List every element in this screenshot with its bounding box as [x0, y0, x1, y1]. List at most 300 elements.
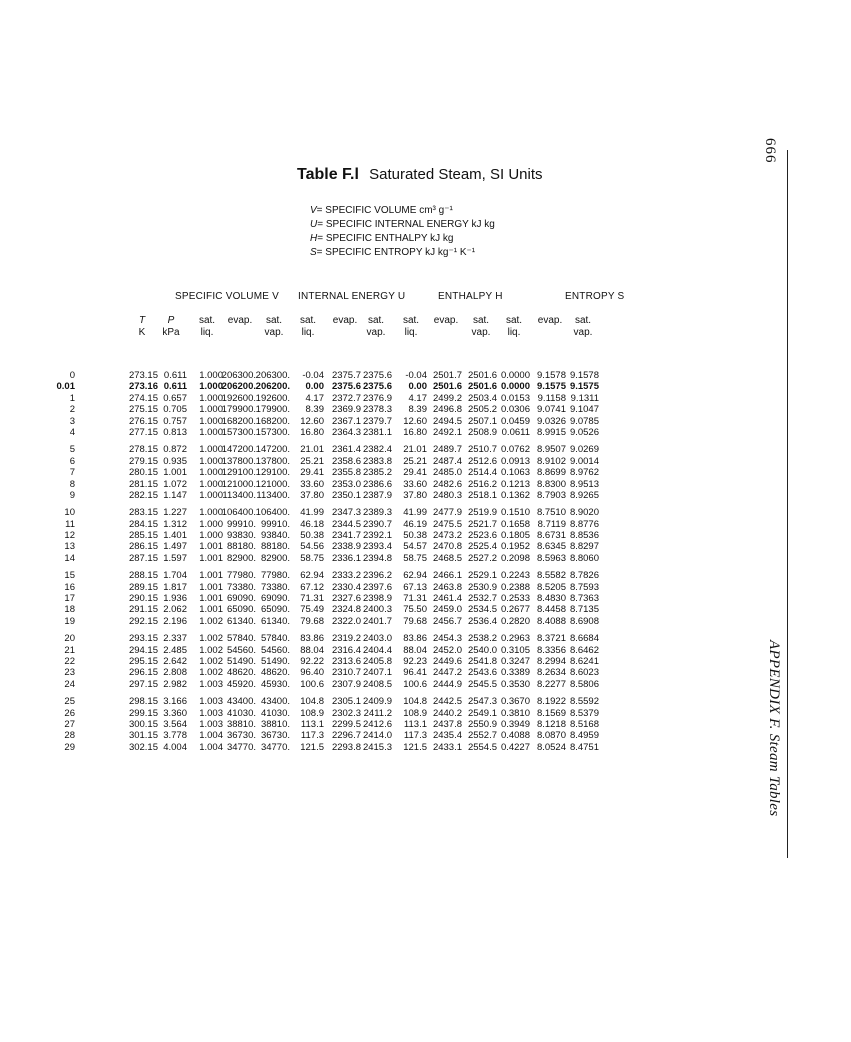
table-cell: 117.3	[300, 730, 324, 742]
table-cell: 8.2634	[536, 667, 566, 679]
column-header	[288, 315, 328, 339]
table-cell: 8.8300	[536, 478, 566, 490]
table-cell: 2324.8	[331, 604, 361, 616]
table-row	[0, 582, 851, 593]
table-cell: 2549.1	[467, 707, 497, 719]
table-cell: 14	[64, 552, 75, 564]
table-cell: 1.001	[199, 581, 223, 593]
table-cell: 48620.	[260, 667, 290, 679]
table-cell: 1.312	[163, 518, 187, 530]
table-cell: 8.1922	[536, 696, 566, 708]
table-cell: 57840.	[226, 633, 256, 645]
legend-line	[310, 204, 495, 218]
table-cell: 1.001	[199, 570, 223, 582]
legend-line	[310, 246, 495, 260]
table-cell: 54.56	[300, 541, 324, 553]
table-cell: 2375.6	[331, 381, 361, 393]
table-cell: 8.7826	[569, 570, 599, 582]
table-cell: 0.2388	[500, 581, 530, 593]
table-cell: 2372.7	[331, 392, 361, 404]
table-cell: 113400.	[256, 489, 290, 501]
table-cell: 2397.6	[362, 581, 392, 593]
table-cell: 33.60	[403, 478, 427, 490]
table-cell: 2501.7	[432, 370, 462, 381]
table-cell: 282.15	[128, 489, 158, 501]
row-group	[0, 633, 851, 690]
table-cell: 34770.	[260, 741, 290, 753]
table-cell: 0.1510	[500, 507, 530, 519]
table-cell: 2461.4	[432, 593, 462, 605]
table-cell: 37.80	[300, 489, 324, 501]
table-cell: 106400.	[255, 507, 290, 519]
table-cell: 2407.1	[362, 667, 392, 679]
table-cell: 8.9102	[536, 455, 566, 467]
table-cell: 8.4830	[536, 593, 566, 605]
table-cell: 0.3949	[500, 718, 530, 730]
table-cell: 67.13	[403, 581, 427, 593]
table-cell: 2396.2	[362, 570, 392, 582]
table-cell: 206300.	[255, 370, 290, 381]
legend-text: = SPECIFIC INTERNAL ENERGY kJ kg	[317, 219, 495, 230]
table-cell: 8.6684	[569, 633, 599, 645]
table-cell: 2499.2	[432, 392, 462, 404]
row-group	[0, 370, 851, 438]
table-cell: 2341.7	[331, 530, 361, 542]
table-cell: 8.9513	[569, 478, 599, 490]
table-cell: 12.60	[403, 415, 427, 427]
table-cell: 2449.6	[432, 655, 462, 667]
table-cell: 79.68	[403, 615, 427, 627]
table-cell: 1.004	[199, 741, 223, 753]
table-cell: 2404.4	[362, 644, 392, 656]
table-cell: 1.001	[163, 467, 187, 479]
table-row	[0, 507, 851, 518]
column-header-top: T	[138, 315, 146, 326]
table-row	[0, 593, 851, 604]
table-cell: 291.15	[128, 604, 158, 616]
table-cell: 12	[64, 530, 75, 542]
table-cell: 9.0741	[536, 404, 566, 416]
table-cell: 294.15	[128, 644, 158, 656]
table-cell: 0.0153	[500, 392, 530, 404]
table-cell: 21	[64, 644, 75, 656]
table-cell: 8.8060	[569, 552, 599, 564]
table-cell: 50.38	[300, 530, 324, 542]
table-cell: 5	[69, 444, 75, 456]
table-cell: 283.15	[128, 507, 158, 519]
table-cell: 77980.	[260, 570, 290, 582]
table-cell: 2296.7	[331, 730, 361, 742]
running-head: APPENDIX F. Steam Tables	[766, 640, 782, 817]
table-row	[0, 667, 851, 678]
table-cell: 2468.5	[432, 552, 462, 564]
table-cell: 61340.	[260, 615, 290, 627]
table-cell: 83.86	[300, 633, 324, 645]
table-cell: 8.4088	[536, 615, 566, 627]
table-cell: 8.4751	[569, 741, 599, 753]
table-cell: 1.497	[163, 541, 187, 553]
legend-text: = SPECIFIC VOLUME cm³ g⁻¹	[316, 205, 453, 216]
table-cell: 27	[64, 718, 75, 730]
table-cell: 2299.5	[331, 718, 361, 730]
table-cell: 58.75	[300, 552, 324, 564]
table-cell: 280.15	[128, 467, 158, 479]
legend-symbol: S	[310, 247, 317, 258]
table-number: Table F.l	[297, 166, 359, 183]
table-cell: 16.80	[403, 426, 427, 438]
table-cell: 157300.	[221, 426, 256, 438]
table-cell: 1.002	[199, 615, 223, 627]
table-cell: 0.813	[163, 426, 187, 438]
column-header-top: sat.	[574, 315, 592, 326]
table-cell: 13	[64, 541, 75, 553]
table-cell: 2521.7	[467, 518, 497, 530]
table-cell: 168200.	[221, 415, 256, 427]
table-cell: 129100.	[255, 467, 290, 479]
table-cell: 1.227	[163, 507, 187, 519]
table-cell: 0.2677	[500, 604, 530, 616]
column-header-bottom: liq.	[404, 327, 418, 338]
table-row	[0, 570, 851, 581]
column-header-bottom: vap.	[366, 327, 386, 338]
column-header-bottom: evap.	[433, 315, 459, 326]
table-cell: 2385.2	[362, 467, 392, 479]
table-cell: 8.1218	[536, 718, 566, 730]
table-cell: 18	[64, 604, 75, 616]
table-cell: 179900.	[221, 404, 256, 416]
table-cell: 51490.	[226, 655, 256, 667]
table-cell: 3.166	[163, 696, 187, 708]
table-cell: 8.5963	[536, 552, 566, 564]
table-cell: 1.004	[199, 730, 223, 742]
table-cell: 8.6908	[569, 615, 599, 627]
table-cell: 1.000	[199, 455, 223, 467]
table-cell: 9.0269	[569, 444, 599, 456]
table-cell: 206200.	[221, 381, 256, 393]
table-cell: 2375.7	[331, 370, 361, 381]
table-cell: 168200.	[255, 415, 290, 427]
column-header-bottom: liq.	[200, 327, 214, 338]
table-cell: 0.3810	[500, 707, 530, 719]
table-cell: 2	[69, 404, 75, 416]
table-cell: 2435.4	[432, 730, 462, 742]
table-cell: 9.1578	[536, 370, 566, 381]
table-cell: 1	[69, 392, 75, 404]
column-header-bottom: evap.	[332, 315, 358, 326]
table-cell: 8.3356	[536, 644, 566, 656]
table-cell: 71.31	[300, 593, 324, 605]
table-cell: 2.062	[163, 604, 187, 616]
table-cell: 2.196	[163, 615, 187, 627]
table-cell: 0.2533	[500, 593, 530, 605]
table-cell: 2519.9	[467, 507, 497, 519]
table-row	[0, 742, 851, 753]
table-cell: 0.0762	[500, 444, 530, 456]
column-header	[151, 315, 191, 339]
table-cell: 2313.6	[331, 655, 361, 667]
table-cell: 281.15	[128, 478, 158, 490]
row-group	[0, 444, 851, 501]
table-cell: 121.5	[403, 741, 427, 753]
table-cell: 8.6023	[569, 667, 599, 679]
table-cell: 2485.0	[432, 467, 462, 479]
legend-text: = SPECIFIC ENTHALPY kJ kg	[317, 233, 454, 244]
table-cell: 106400.	[221, 507, 256, 519]
table-cell: 1.000	[199, 467, 223, 479]
table-cell: 0.2820	[500, 615, 530, 627]
table-cell: 2381.1	[362, 426, 392, 438]
table-cell: 8.39	[408, 404, 427, 416]
table-cell: 8.2994	[536, 655, 566, 667]
table-cell: 8.9762	[569, 467, 599, 479]
table-cell: 3.778	[163, 730, 187, 742]
table-cell: 2489.7	[432, 444, 462, 456]
column-header-bottom: kPa	[162, 327, 180, 338]
table-cell: 2550.9	[467, 718, 497, 730]
table-cell: 3.564	[163, 718, 187, 730]
table-cell: 2534.5	[467, 604, 497, 616]
table-cell: 0.611	[163, 381, 187, 393]
table-cell: 285.15	[128, 530, 158, 542]
table-cell: 2333.2	[331, 570, 361, 582]
table-cell: 1.000	[199, 518, 223, 530]
table-row	[0, 427, 851, 438]
table-cell: 8.9020	[569, 507, 599, 519]
column-header-bottom: evap.	[537, 315, 563, 326]
table-row	[0, 530, 851, 541]
table-cell: 273.15	[128, 370, 158, 381]
table-cell: 0.3105	[500, 644, 530, 656]
table-cell: 147200.	[255, 444, 290, 456]
table-cell: 1.002	[199, 633, 223, 645]
table-row	[0, 404, 851, 415]
symbol-legend	[310, 204, 495, 260]
table-cell: 8.7593	[569, 581, 599, 593]
table-cell: 2355.8	[331, 467, 361, 479]
table-cell: 83.86	[403, 633, 427, 645]
table-cell: 3.360	[163, 707, 187, 719]
table-cell: 2437.8	[432, 718, 462, 730]
table-cell: 137800.	[221, 455, 256, 467]
table-row	[0, 444, 851, 455]
table-cell: 8.7510	[536, 507, 566, 519]
column-header-top: sat.	[198, 315, 216, 326]
table-cell: 92.22	[300, 655, 324, 667]
table-cell: 2393.4	[362, 541, 392, 553]
table-cell: 92.23	[403, 655, 427, 667]
table-cell: 54.57	[403, 541, 427, 553]
table-cell: 4.004	[163, 741, 187, 753]
table-cell: 2512.6	[467, 455, 497, 467]
table-cell: 1.000	[199, 426, 223, 438]
table-cell: 1.000	[199, 489, 223, 501]
table-row	[0, 645, 851, 656]
table-cell: 2403.0	[362, 633, 392, 645]
table-cell: 9.1578	[569, 370, 599, 381]
table-cell: 0.0459	[500, 415, 530, 427]
table-cell: 1.936	[163, 593, 187, 605]
table-cell: 2540.0	[467, 644, 497, 656]
table-cell: 8.2277	[536, 678, 566, 690]
table-cell: 2505.2	[467, 404, 497, 416]
table-cell: 2554.5	[467, 741, 497, 753]
table-cell: 2545.5	[467, 678, 497, 690]
table-cell: 25.21	[300, 455, 324, 467]
table-cell: 1.147	[163, 489, 187, 501]
table-cell: 0.657	[163, 392, 187, 404]
table-cell: 8.7903	[536, 489, 566, 501]
table-cell: 8.5592	[569, 696, 599, 708]
table-cell: 286.15	[128, 541, 158, 553]
table-cell: 4	[69, 426, 75, 438]
table-cell: 206200.	[255, 381, 290, 393]
table-cell: 1.001	[199, 552, 223, 564]
table-cell: 65090.	[260, 604, 290, 616]
table-row	[0, 719, 851, 730]
table-cell: 93840.	[260, 530, 290, 542]
table-cell: 4.17	[408, 392, 427, 404]
table-cell: 7	[69, 467, 75, 479]
table-cell: 0.3389	[500, 667, 530, 679]
column-header	[494, 315, 534, 339]
table-cell: 2.642	[163, 655, 187, 667]
table-cell: 2375.6	[362, 381, 392, 393]
column-header-bottom: liq.	[301, 327, 315, 338]
legend-symbol: H	[310, 233, 318, 244]
table-cell: 2375.6	[362, 370, 392, 381]
table-cell: 0.4088	[500, 730, 530, 742]
table-cell: 1.000	[199, 381, 223, 393]
table-cell: 2378.3	[362, 404, 392, 416]
table-cell: 292.15	[128, 615, 158, 627]
table-cell: 0.757	[163, 415, 187, 427]
table-cell: 299.15	[128, 707, 158, 719]
table-cell: 2392.1	[362, 530, 392, 542]
table-cell: 8.6731	[536, 530, 566, 542]
table-cell: 19	[64, 615, 75, 627]
group-head-enthalpy: ENTHALPY H	[438, 291, 503, 302]
table-row	[0, 519, 851, 530]
table-cell: 24	[64, 678, 75, 690]
table-cell: 65090.	[226, 604, 256, 616]
column-header-bottom: vap.	[471, 327, 491, 338]
table-cell: 2405.8	[362, 655, 392, 667]
table-cell: 0.935	[163, 455, 187, 467]
legend-symbol: U	[310, 219, 318, 230]
table-cell: 46.18	[300, 518, 324, 530]
table-cell: 8.7363	[569, 593, 599, 605]
table-cell: 2383.8	[362, 455, 392, 467]
group-head-entropy: ENTROPY S	[565, 291, 625, 302]
table-cell: 77980.	[226, 570, 256, 582]
table-cell: 2336.1	[331, 552, 361, 564]
table-cell: 0.00	[305, 381, 324, 393]
table-cell: 88180.	[226, 541, 256, 553]
table-cell: 8.9507	[536, 444, 566, 456]
table-cell: 2379.7	[362, 415, 392, 427]
table-cell: 179900.	[255, 404, 290, 416]
table-cell: 2305.1	[331, 696, 361, 708]
table-cell: 38810.	[226, 718, 256, 730]
table-cell: 298.15	[128, 696, 158, 708]
table-cell: 192600.	[255, 392, 290, 404]
table-cell: 1.003	[199, 678, 223, 690]
table-row	[0, 467, 851, 478]
table-cell: 1.704	[163, 570, 187, 582]
table-row	[0, 416, 851, 427]
table-cell: 45920.	[226, 678, 256, 690]
table-row	[0, 381, 851, 392]
table-cell: 9.1047	[569, 404, 599, 416]
table-cell: 2530.9	[467, 581, 497, 593]
table-cell: 113400.	[222, 489, 256, 501]
table-cell: 96.40	[300, 667, 324, 679]
table-row	[0, 656, 851, 667]
table-row	[0, 604, 851, 615]
table-cell: 8.1569	[536, 707, 566, 719]
table-cell: 62.94	[403, 570, 427, 582]
table-cell: 0.0611	[501, 426, 530, 438]
table-cell: 1.000	[199, 392, 223, 404]
table-cell: 0.0000	[500, 381, 530, 393]
table-cell: 8.8297	[569, 541, 599, 553]
table-cell: 1.000	[199, 530, 223, 542]
table-title	[297, 166, 543, 184]
table-cell: 8.6345	[536, 541, 566, 553]
table-cell: 8.5379	[569, 707, 599, 719]
table-cell: 8.9915	[536, 426, 566, 438]
table-row	[0, 730, 851, 741]
table-cell: 9.0785	[569, 415, 599, 427]
table-cell: 137800.	[255, 455, 290, 467]
table-cell: 277.15	[128, 426, 158, 438]
table-cell: 2.337	[163, 633, 187, 645]
table-cell: 0.0306	[500, 404, 530, 416]
table-cell: 6	[69, 455, 75, 467]
table-cell: 58.75	[403, 552, 427, 564]
table-cell: 88.04	[300, 644, 324, 656]
table-cell: 2527.2	[467, 552, 497, 564]
table-cell: 8.5205	[536, 581, 566, 593]
table-cell: 9.1575	[569, 381, 599, 393]
table-row	[0, 553, 851, 564]
table-cell: 290.15	[128, 593, 158, 605]
table-cell: 8.7135	[569, 604, 599, 616]
table-cell: 43400.	[226, 696, 256, 708]
table-cell: 2492.1	[432, 426, 462, 438]
table-cell: 26	[64, 707, 75, 719]
table-cell: 147200.	[221, 444, 256, 456]
column-header-bottom: K	[138, 327, 146, 338]
table-cell: 2494.5	[432, 415, 462, 427]
table-cell: 2411.2	[363, 707, 392, 719]
table-cell: 2361.4	[331, 444, 361, 456]
table-cell: 9.1575	[536, 381, 566, 393]
table-cell: 48620.	[226, 667, 256, 679]
table-cell: 0.0913	[500, 455, 530, 467]
table-row	[0, 696, 851, 707]
table-cell: 2541.8	[467, 655, 497, 667]
table-cell: 1.002	[199, 644, 223, 656]
table-cell: 104.8	[300, 696, 324, 708]
table-cell: 12.60	[300, 415, 324, 427]
table-cell: 23	[64, 667, 75, 679]
table-cell: 50.38	[403, 530, 427, 542]
table-cell: 61340.	[226, 615, 256, 627]
table-cell: 9.0014	[569, 455, 599, 467]
table-cell: 73380.	[226, 581, 256, 593]
table-cell: 0.3247	[500, 655, 530, 667]
